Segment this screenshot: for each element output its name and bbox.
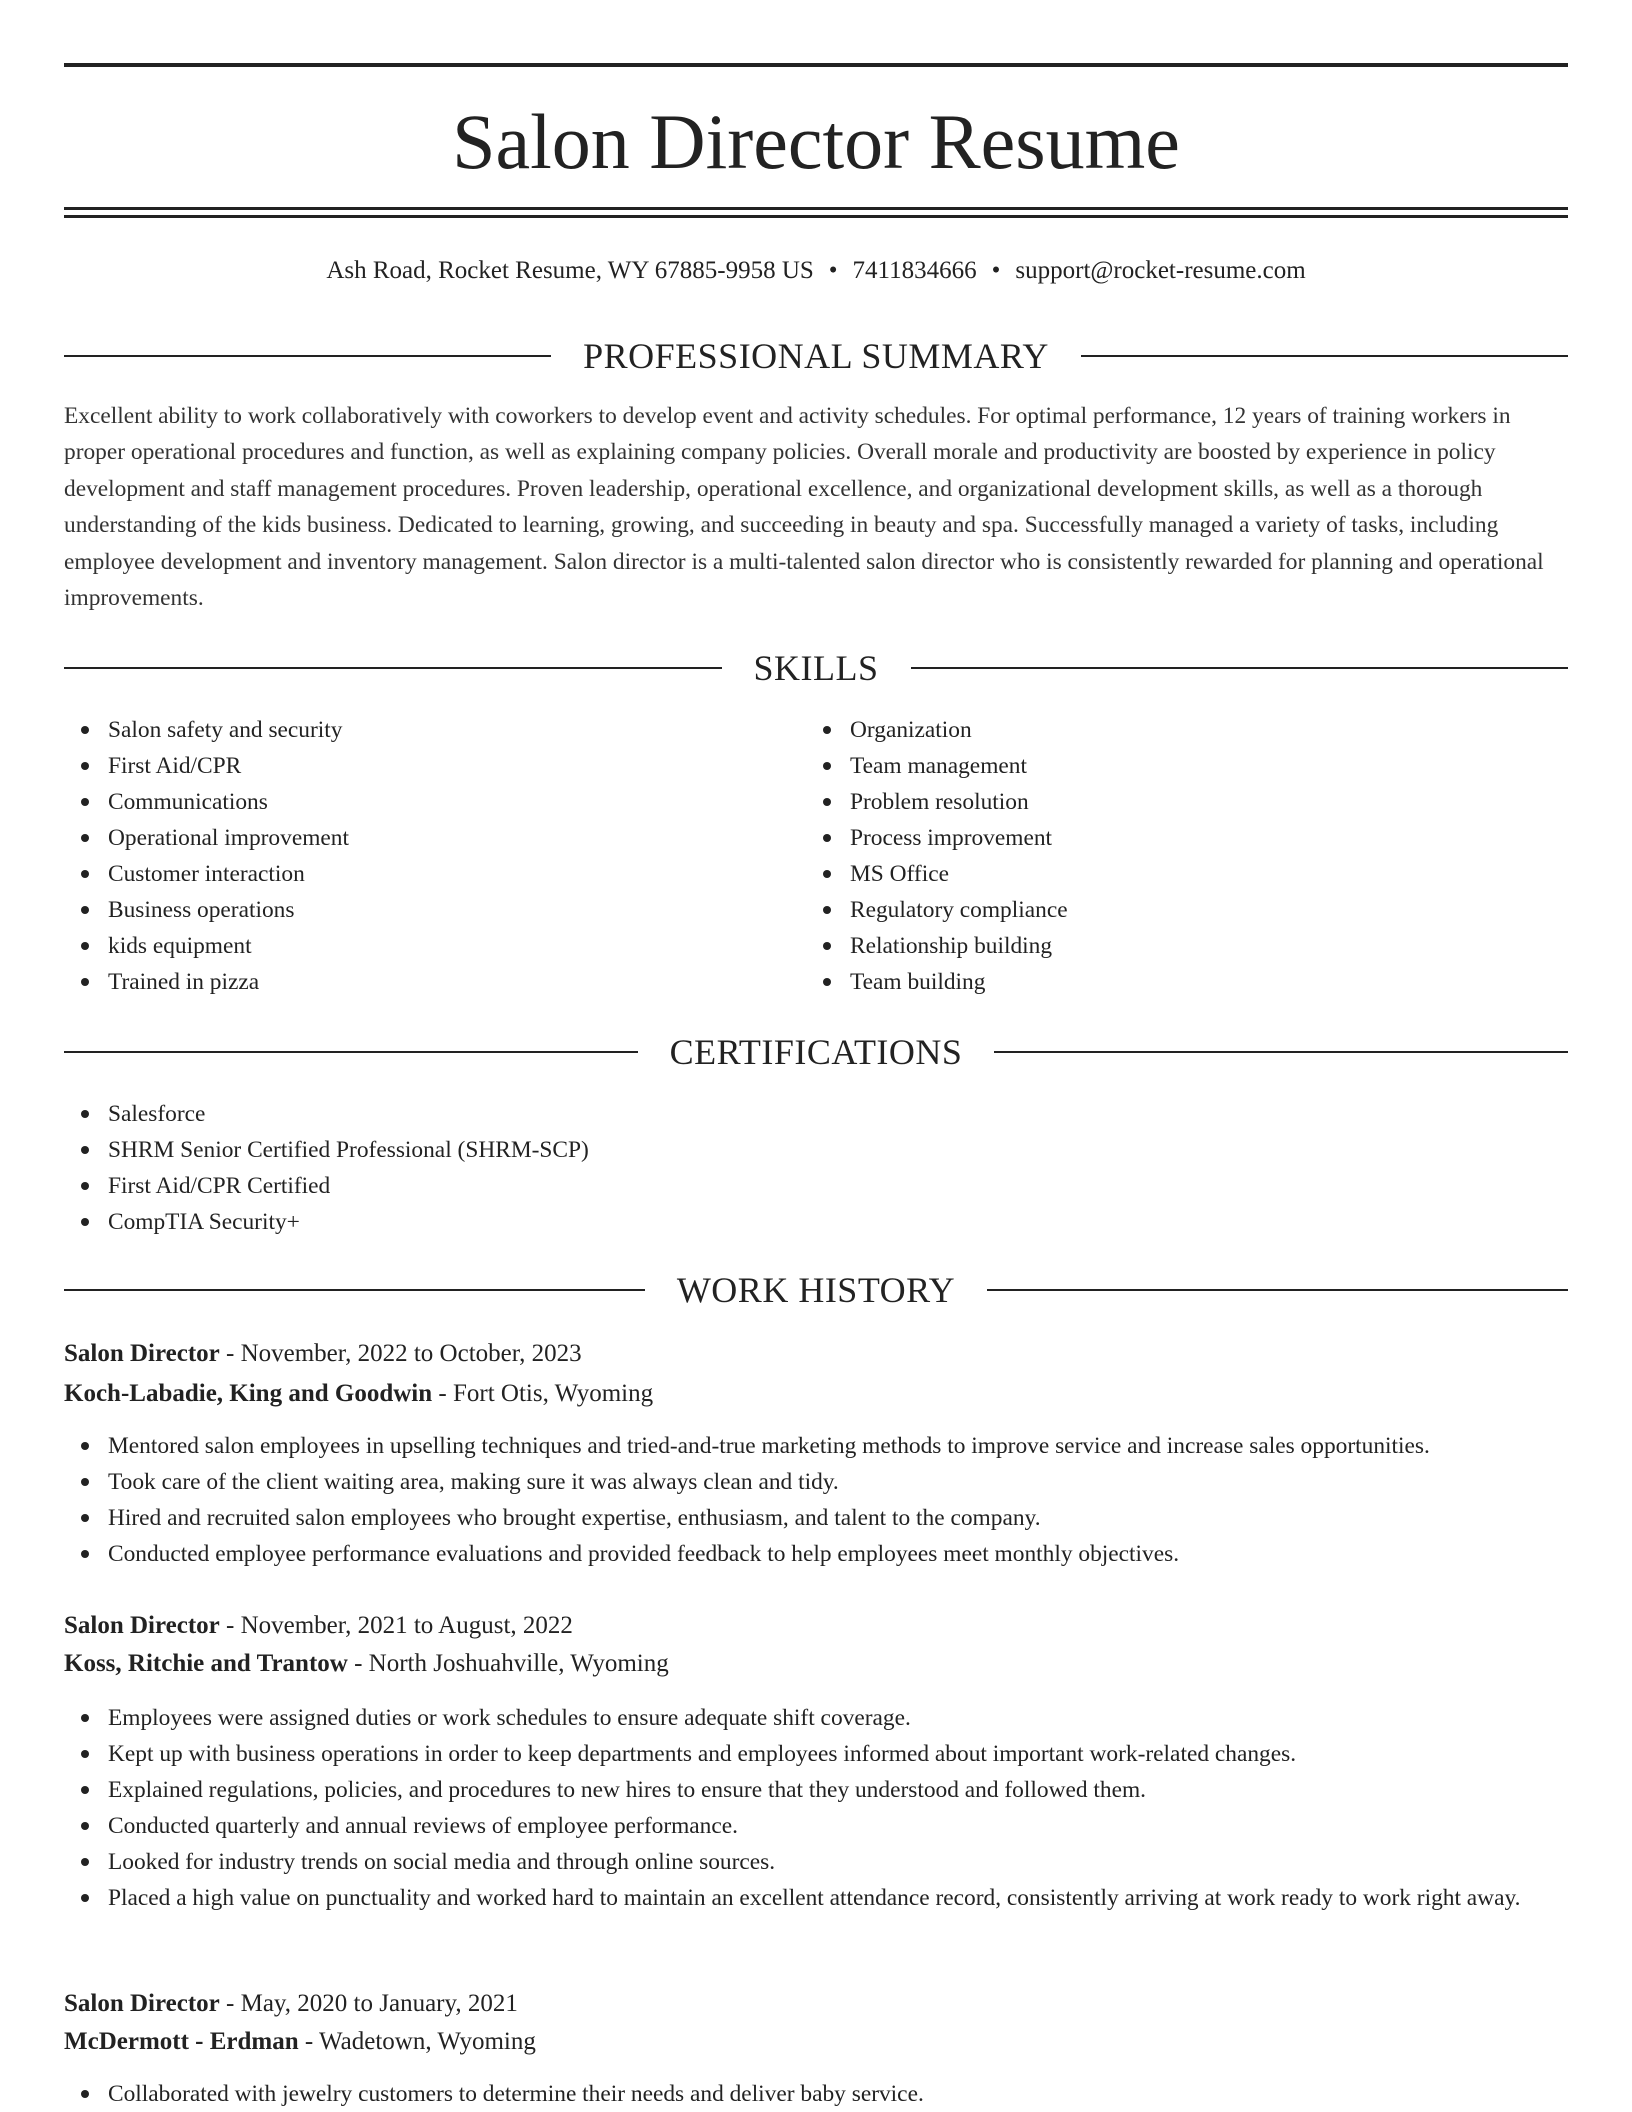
section-divider-right	[994, 1051, 1568, 1053]
contact-line	[64, 254, 1568, 288]
skill-item: Team management	[806, 748, 1546, 784]
skill-item: Problem resolution	[806, 784, 1546, 820]
title-bottom-rule-1	[64, 207, 1568, 210]
section-divider-left	[64, 1051, 638, 1053]
job-bullet: Collaborated with jewelry customers to determine their needs and deliver baby service.	[64, 2076, 1568, 2112]
skills-list-left	[64, 712, 784, 1000]
job-location: - Wadetown, Wyoming	[298, 2028, 536, 2055]
summary-section-header	[64, 334, 1568, 378]
job-title: Salon Director	[64, 1340, 220, 1367]
job-company-line	[64, 1646, 1568, 1682]
job-bullet: Placed a high value on punctuality and worked hard to maintain an excellent attendance record, consistently arriving at work ready to work right away.	[64, 1880, 1568, 1916]
job-title-line	[64, 1608, 1568, 1644]
certifications-heading: CERTIFICATIONS	[669, 1032, 963, 1072]
job-bullet: Mentored salon employees in upselling techniques and tried-and-true marketing methods to improve service and increase sales opportunities.	[64, 1428, 1568, 1464]
job-company: McDermott - Erdman	[64, 2028, 299, 2055]
skill-item: Communications	[64, 784, 784, 820]
job-bullet: Looked for industry trends on social media and through online sources.	[64, 1844, 1568, 1880]
certification-item: Salesforce	[64, 1096, 1568, 1132]
job-title-line	[64, 1986, 1568, 2022]
section-divider-right	[987, 1289, 1568, 1291]
skill-item: Team building	[806, 964, 1546, 1000]
skill-item: Process improvement	[806, 820, 1546, 856]
title-bottom-rule-2	[64, 215, 1568, 218]
summary-heading: PROFESSIONAL SUMMARY	[583, 336, 1049, 376]
job-bullet: Conducted quarterly and annual reviews of employee performance.	[64, 1808, 1568, 1844]
job-company: Koss, Ritchie and Trantow	[64, 1650, 348, 1677]
skill-item: Trained in pizza	[64, 964, 784, 1000]
certifications-section-header	[64, 1030, 1568, 1074]
skill-item: Salon safety and security	[64, 712, 784, 748]
job-bullets	[64, 1428, 1568, 1572]
title-top-rule	[64, 63, 1568, 67]
section-divider-right	[911, 667, 1569, 669]
contact-separator: •	[991, 257, 1001, 284]
contact-phone: 7411834666	[852, 257, 977, 284]
certification-item: First Aid/CPR Certified	[64, 1168, 1568, 1204]
job-location: - North Joshuahville, Wyoming	[347, 1650, 669, 1677]
section-divider-left	[64, 667, 722, 669]
section-divider-left	[64, 355, 551, 357]
job-company: Koch-Labadie, King and Goodwin	[64, 1380, 433, 1407]
skill-item: Organization	[806, 712, 1546, 748]
job-company-line	[64, 2024, 1568, 2060]
job-bullet: Conducted employee performance evaluations and provided feedback to help employees meet monthly objectives.	[64, 1536, 1568, 1572]
skill-item: Regulatory compliance	[806, 892, 1546, 928]
job-bullets	[64, 2076, 1568, 2112]
job-title: Salon Director	[64, 1990, 220, 2017]
section-divider-left	[64, 1289, 645, 1291]
certification-item: SHRM Senior Certified Professional (SHRM-SCP)	[64, 1132, 1568, 1168]
skills-section-header	[64, 646, 1568, 690]
skill-item: Operational improvement	[64, 820, 784, 856]
job-bullet: Explained regulations, policies, and procedures to new hires to ensure that they understood and followed them.	[64, 1772, 1568, 1808]
job-bullet: Hired and recruited salon employees who brought expertise, enthusiasm, and talent to the company.	[64, 1500, 1568, 1536]
job-bullets	[64, 1700, 1568, 1916]
job-bullet: Took care of the client waiting area, making sure it was always clean and tidy.	[64, 1464, 1568, 1500]
certification-item: CompTIA Security+	[64, 1204, 1568, 1240]
resume-title: Salon Director Resume	[452, 98, 1180, 185]
skill-item: Relationship building	[806, 928, 1546, 964]
job-title-line	[64, 1336, 1568, 1372]
job-bullet: Employees were assigned duties or work schedules to ensure adequate shift coverage.	[64, 1700, 1568, 1736]
skill-item: kids equipment	[64, 928, 784, 964]
work-history-heading: WORK HISTORY	[676, 1270, 956, 1310]
job-location: - Fort Otis, Wyoming	[432, 1380, 654, 1407]
job-dates: - May, 2020 to January, 2021	[219, 1990, 518, 2017]
job-dates: - November, 2022 to October, 2023	[219, 1340, 582, 1367]
contact-email: support@rocket-resume.com	[1015, 257, 1306, 284]
contact-separator: •	[828, 257, 838, 284]
job-company-line	[64, 1376, 1568, 1412]
job-bullet: Kept up with business operations in order to keep departments and employees informed about important work-related changes.	[64, 1736, 1568, 1772]
work-history-section-header	[64, 1268, 1568, 1312]
skill-item: Customer interaction	[64, 856, 784, 892]
skill-item: MS Office	[806, 856, 1546, 892]
job-title: Salon Director	[64, 1612, 220, 1639]
summary-text: Excellent ability to work collaboratively with coworkers to develop event and activity schedules. For optimal performance, 12 years of training workers in proper operational procedures and function, as well as explaining company policies. Overall morale and productivity are boosted by experience in policy development and staff management procedures. Proven leadership, operational excellence, and organizational development skills, as well as a thorough understanding of the kids business. Dedicated to learning, growing, and succeeding in beauty and spa. Successfully managed a variety of tasks, including employee development and inventory management. Salon director is a multi-talented salon director who is consistently rewarded for planning and operational improvements.	[64, 403, 1544, 612]
certifications-list	[64, 1096, 1568, 1240]
section-divider-right	[1081, 355, 1568, 357]
skills-list-right	[806, 712, 1546, 1000]
job-dates: - November, 2021 to August, 2022	[219, 1612, 573, 1639]
skills-heading: SKILLS	[753, 648, 879, 688]
skill-item: Business operations	[64, 892, 784, 928]
contact-address: Ash Road, Rocket Resume, WY 67885-9958 US	[326, 257, 814, 284]
skill-item: First Aid/CPR	[64, 748, 784, 784]
